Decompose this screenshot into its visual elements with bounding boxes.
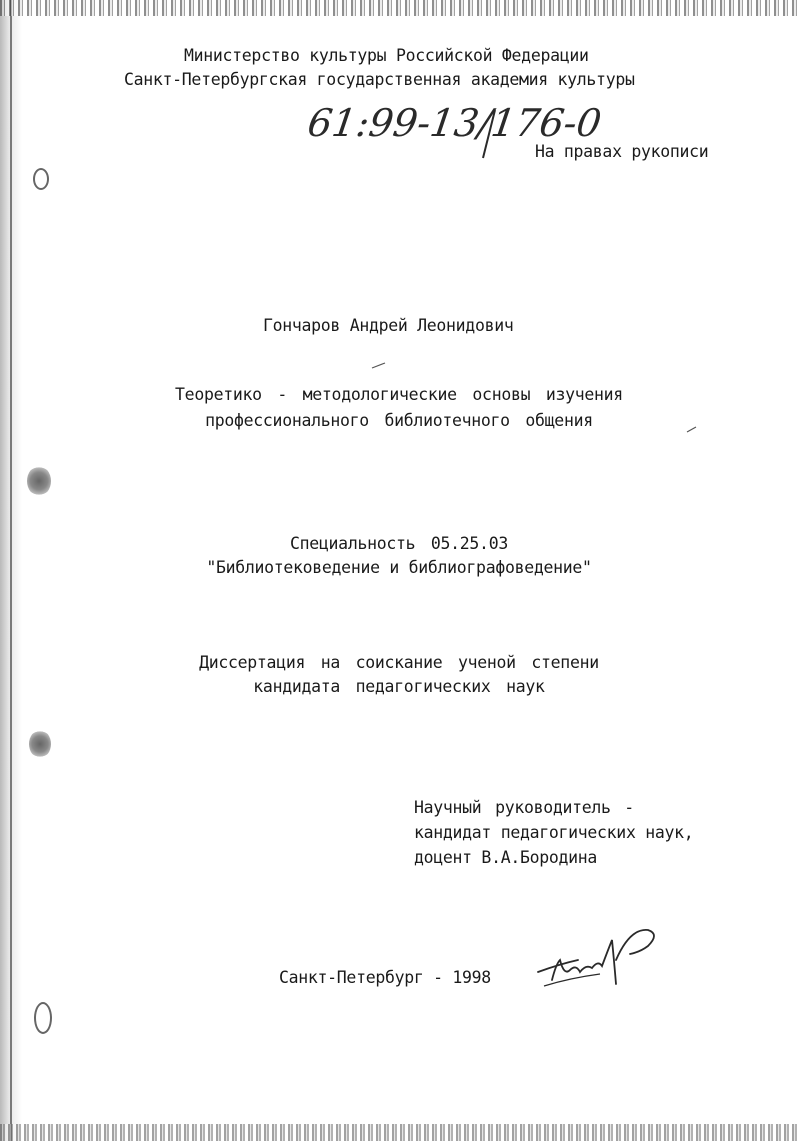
author-name: Гончаров Андрей Леонидович (263, 316, 514, 335)
supervisor-title: Научный руководитель - (414, 798, 634, 817)
ministry-line: Министерство культуры Российской Федерации (184, 46, 589, 65)
place-and-year: Санкт-Петербург - 1998 (279, 968, 491, 987)
pen-mark (371, 360, 387, 370)
degree-line2: кандидата педагогических наук (253, 677, 545, 696)
degree-line1: Диссертация на соискание ученой степени (199, 653, 599, 672)
dissertation-title-line1: Теоретико - методологические основы изучения (175, 385, 623, 404)
manuscript-rights: На правах рукописи (535, 142, 709, 161)
binding-hole (27, 466, 51, 496)
pen-mark (686, 424, 698, 434)
scan-top-edge (0, 0, 798, 16)
specialty-name: "Библиотековедение и библиографоведение" (206, 558, 592, 577)
supervisor-degree: кандидат педагогических наук, (414, 823, 694, 842)
author-signature (530, 920, 670, 1000)
binding-hole (29, 730, 51, 758)
binding-hole (34, 1002, 52, 1034)
supervisor-name: доцент В.А.Бородина (414, 848, 598, 867)
scan-bottom-edge (0, 1124, 798, 1141)
academy-line: Санкт-Петербургская государственная академия культуры (124, 70, 635, 89)
archive-code-text: 61:99-13/176-0 (305, 102, 604, 146)
specialty-code: Специальность 05.25.03 (290, 534, 508, 553)
binding-hole (33, 168, 49, 190)
dissertation-title-line2: профессионального библиотечного общения (205, 411, 593, 430)
